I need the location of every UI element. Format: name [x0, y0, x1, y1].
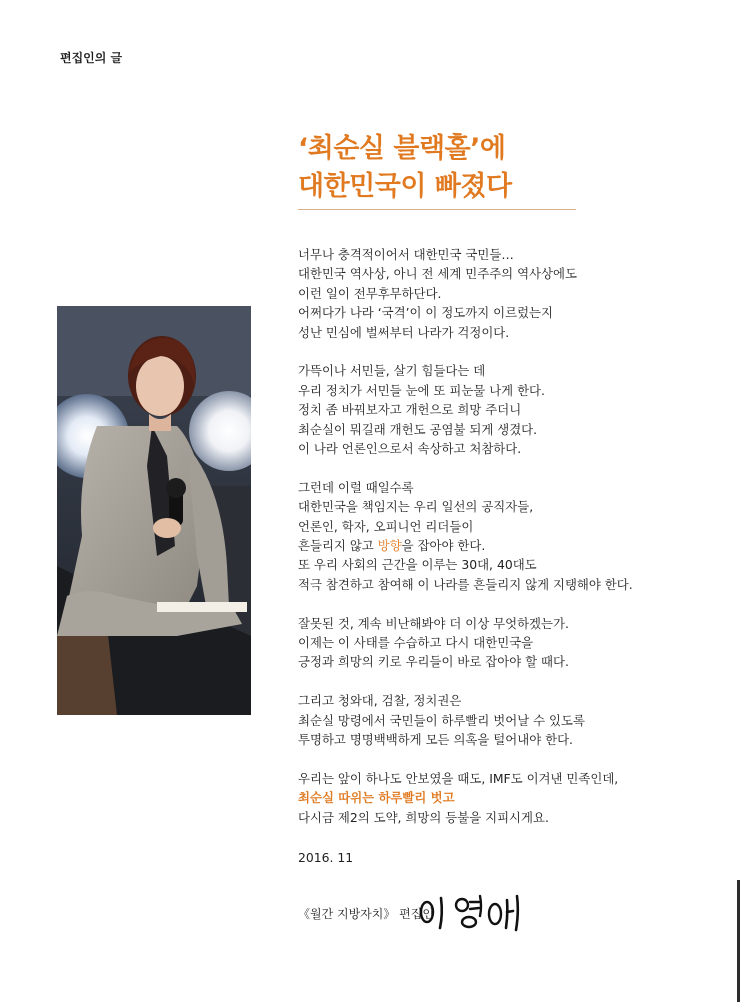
paragraph-5 — [298, 691, 718, 749]
body-line: 이 나라 언론인으로서 속상하고 처참하다. — [298, 441, 522, 457]
paragraph-4 — [298, 614, 718, 672]
body-line: 정치 좀 바꿔보자고 개헌으로 희망 주더니 — [298, 402, 522, 418]
body-line: 적극 참견하고 참여해 이 나라를 흔들리지 않게 지탱해야 한다. — [298, 576, 633, 592]
body-line: 그런데 이럴 때일수록 — [298, 479, 414, 495]
body-line: 그리고 청와대, 검찰, 정치권은 — [298, 693, 462, 709]
body-line: 투명하고 명명백백하게 모든 의혹을 털어내야 한다. — [298, 732, 573, 748]
signature-byline: 《월간 지방자치》 편집인 — [298, 907, 434, 921]
body-line-emphasis: 최순실 따위는 하루빨리 벗고 — [298, 790, 455, 806]
body-line: 긍정과 희망의 키로 우리들이 바로 잡아야 할 때다. — [298, 654, 569, 670]
body-line: 대한민국 역사상, 아니 전 세계 민주주의 역사상에도 — [298, 266, 577, 282]
paragraph-1 — [298, 245, 718, 342]
body-line: 성난 민심에 벌써부터 나라가 걱정이다. — [298, 324, 510, 340]
paragraph-6 — [298, 769, 718, 827]
body-line: 언론인, 학자, 오피니언 리더들이 — [298, 518, 474, 534]
highlight-after: 을 잡아야 한다. — [401, 538, 486, 554]
title-line-2: 대한민국이 빠졌다 — [298, 171, 512, 202]
body-line: 최순실이 뭐길래 개헌도 공염불 되게 생겼다. — [298, 421, 538, 437]
title-divider — [298, 209, 576, 210]
author-photo — [57, 306, 251, 715]
highlight-before: 흔들리지 않고 — [298, 538, 378, 554]
title-line-1: ‘최순실 블랙홀’에 — [298, 133, 506, 164]
body-line: 우리는 앞이 하나도 안보였을 때도, IMF도 이겨낸 민족인데, — [298, 770, 619, 786]
article-title — [298, 130, 512, 206]
photo-of-speaker-with-microphone-icon — [57, 306, 251, 715]
paragraph-3 — [298, 478, 718, 594]
body-line: 대한민국을 책임지는 우리 일선의 공직자들, — [298, 499, 534, 515]
body-line: 이런 일이 전무후무하단다. — [298, 285, 442, 301]
body-line: 어쩌다가 나라 ‘국격’이 이 정도까지 이르렀는지 — [298, 305, 553, 321]
paragraph-2 — [298, 361, 718, 458]
body-line: 이제는 이 사태를 수습하고 다시 대한민국을 — [298, 635, 534, 651]
body-line: 우리 정치가 서민들 눈에 또 피눈물 나게 한다. — [298, 382, 545, 398]
handwritten-signature — [417, 892, 527, 932]
publication-date: 2016. 11 — [298, 850, 354, 865]
highlight-word: 방향 — [377, 538, 402, 554]
body-line: 또 우리 사회의 근간을 이루는 30대, 40대도 — [298, 557, 537, 573]
section-label: 편집인의 글 — [60, 51, 123, 65]
body-line: 잘못된 것, 계속 비난해봐야 더 이상 무엇하겠는가. — [298, 615, 569, 631]
article-body — [298, 245, 718, 847]
body-line-highlight — [298, 536, 718, 555]
body-line: 가뜩이나 서민들, 살기 힘들다는 데 — [298, 363, 486, 379]
body-line: 최순실 망령에서 국민들이 하루빨리 벗어날 수 있도록 — [298, 712, 585, 728]
body-line: 다시금 제2의 도약, 희망의 등불을 지피시게요. — [298, 809, 549, 825]
body-line: 너무나 충격적이어서 대한민국 국민들… — [298, 247, 514, 262]
